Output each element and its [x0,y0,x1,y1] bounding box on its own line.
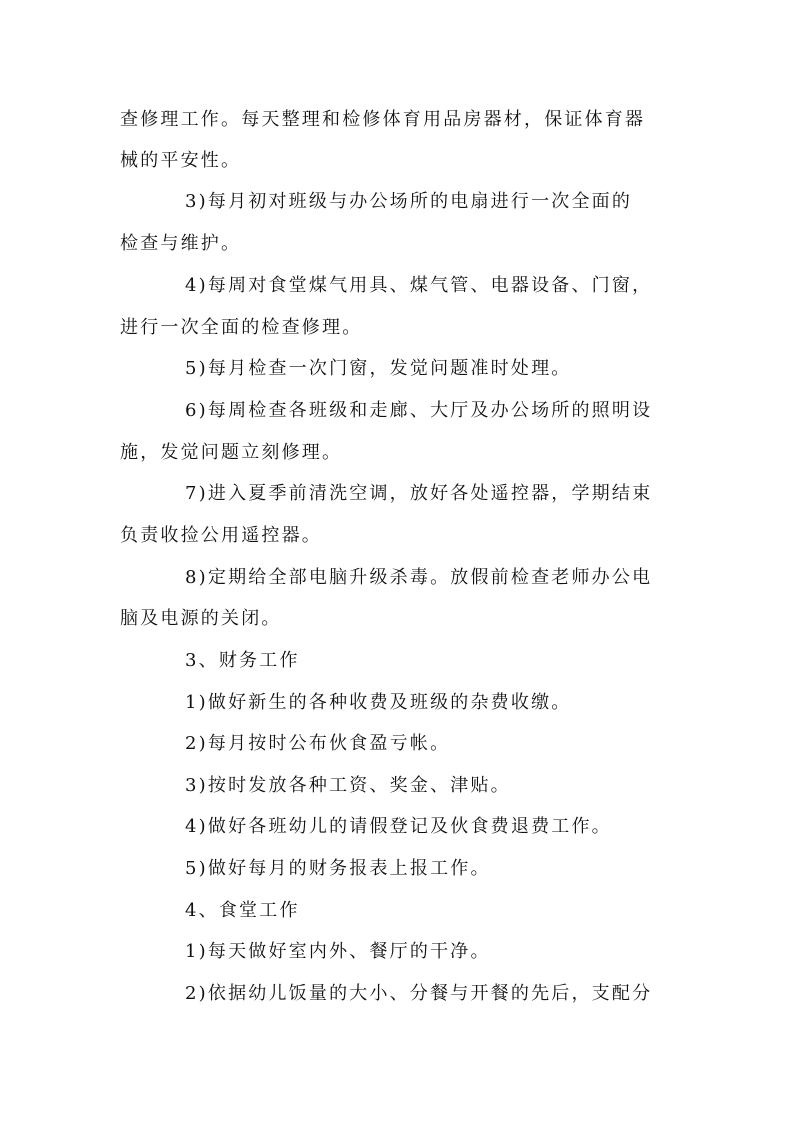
paragraph-line-12: 8)定期给全部电脑升级杀毒。放假前检查老师办公电 [185,567,653,588]
paragraph-line-16: 2)每月按时公布伙食盈亏帐。 [185,733,451,754]
paragraph-line-18: 4)做好各班幼儿的请假登记及伙食费退费工作。 [185,816,612,837]
paragraph-line-17: 3)按时发放各种工资、奖金、津贴。 [185,775,511,796]
paragraph-line-4: 检查与维护。 [120,233,242,254]
paragraph-line-10: 7)进入夏季前清洗空调，放好各处遥控器，学期结束 [185,483,653,504]
paragraph-line-8: 6)每周检查各班级和走廊、大厅及办公场所的照明设 [185,400,653,421]
paragraph-line-2: 械的平安性。 [120,150,242,171]
paragraph-line-22: 2)依据幼儿饭量的大小、分餐与开餐的先后，支配分 [185,983,653,1004]
paragraph-line-11: 负责收捡公用遥控器。 [120,525,322,546]
paragraph-line-21: 1)每天做好室内外、餐厅的干净。 [185,941,491,962]
paragraph-line-5: 4)每周对食堂煤气用具、煤气管、电器设备、门窗， [185,275,653,296]
paragraph-line-6: 进行一次全面的检查修理。 [120,317,363,338]
paragraph-line-13: 脑及电源的关闭。 [120,608,282,629]
paragraph-line-1: 查修理工作。每天整理和检修体育用品房器材，保证体育器 [120,109,646,130]
section-heading-canteen: 4、食堂工作 [185,900,300,921]
paragraph-line-3: 3)每月初对班级与办公场所的电扇进行一次全面的 [185,191,633,212]
paragraph-line-9: 施，发觉问题立刻修理。 [120,442,343,463]
paragraph-line-19: 5)做好每月的财务报表上报工作。 [185,858,491,879]
paragraph-line-15: 1)做好新生的各种收费及班级的杂费收缴。 [185,692,572,713]
section-heading-finance: 3、财务工作 [185,650,300,671]
paragraph-line-7: 5)每月检查一次门窗，发觉问题准时处理。 [185,358,572,379]
